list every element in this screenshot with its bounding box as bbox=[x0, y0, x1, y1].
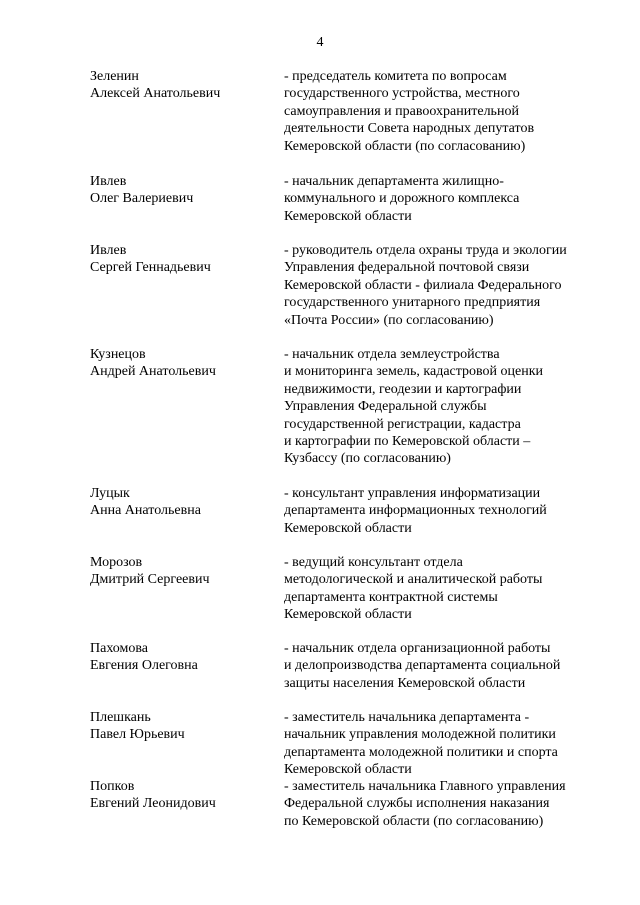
member-surname: Попков bbox=[90, 779, 135, 794]
member-surname: Морозов bbox=[90, 555, 143, 570]
member-position bbox=[284, 485, 614, 537]
member-name bbox=[90, 242, 280, 277]
position-line: Управления федеральной почтовой связи bbox=[284, 260, 530, 276]
member-given-name: Дмитрий Сергеевич bbox=[90, 572, 210, 588]
member-surname: Ивлев bbox=[90, 243, 127, 258]
position-line: - начальник отдела организационной работы bbox=[284, 641, 551, 656]
position-line: по Кемеровской области (по согласованию) bbox=[284, 813, 544, 829]
position-line: Управления Федеральной службы bbox=[284, 399, 487, 415]
member-surname: Ивлев bbox=[90, 174, 127, 189]
member-name bbox=[90, 554, 280, 589]
member-given-name: Евгения Олеговна bbox=[90, 658, 198, 674]
position-line: Кемеровской области - филиала Федерального bbox=[284, 277, 562, 293]
member-name bbox=[90, 640, 280, 675]
member-name bbox=[90, 346, 280, 381]
member-position bbox=[284, 346, 614, 468]
member-given-name: Павел Юрьевич bbox=[90, 727, 185, 743]
position-line: самоуправления и правоохранительной bbox=[284, 103, 519, 119]
position-line: Кемеровской области bbox=[284, 607, 412, 623]
position-line: - председатель комитета по вопросам bbox=[284, 69, 507, 84]
position-line: и делопроизводства департамента социальной bbox=[284, 658, 561, 674]
member-position bbox=[284, 173, 614, 225]
position-line: - начальник департамента жилищно- bbox=[284, 174, 504, 189]
position-line: Кузбассу (по согласованию) bbox=[284, 451, 451, 467]
position-line: Федеральной службы исполнения наказания bbox=[284, 796, 550, 812]
position-line: департамента молодежной политики и спорта bbox=[284, 744, 558, 760]
member-position bbox=[284, 68, 614, 155]
member-given-name: Олег Валериевич bbox=[90, 191, 194, 207]
position-line: - руководитель отдела охраны труда и экологии bbox=[284, 243, 567, 258]
member-name bbox=[90, 709, 280, 744]
position-line: недвижимости, геодезии и картографии bbox=[284, 381, 522, 397]
member-name bbox=[90, 485, 280, 520]
member-position bbox=[284, 640, 614, 692]
member-surname: Зеленин bbox=[90, 69, 139, 84]
member-given-name: Алексей Анатольевич bbox=[90, 86, 221, 102]
position-line: «Почта России» (по согласованию) bbox=[284, 312, 494, 328]
position-line: государственного устройства, местного bbox=[284, 86, 520, 102]
position-line: и картографии по Кемеровской области – bbox=[284, 434, 531, 450]
member-surname: Кузнецов bbox=[90, 347, 146, 362]
position-line: - ведущий консультант отдела bbox=[284, 555, 463, 570]
member-given-name: Евгений Леонидович bbox=[90, 796, 216, 812]
page-number: 4 bbox=[316, 35, 324, 50]
position-line: и мониторинга земель, кадастровой оценки bbox=[284, 364, 544, 380]
position-line: Кемеровской области (по согласованию) bbox=[284, 138, 526, 154]
position-line: государственной регистрации, кадастра bbox=[284, 416, 521, 432]
member-position bbox=[284, 709, 614, 779]
position-line: - консультант управления информатизации bbox=[284, 486, 541, 501]
member-name bbox=[90, 778, 280, 813]
position-line: - заместитель начальника Главного управления bbox=[284, 779, 566, 794]
position-line: Кемеровской области bbox=[284, 762, 412, 778]
position-line: государственного унитарного предприятия bbox=[284, 295, 541, 311]
position-line: деятельности Совета народных депутатов bbox=[284, 121, 535, 137]
member-given-name: Анна Анатольевна bbox=[90, 503, 201, 519]
member-surname: Пахомова bbox=[90, 641, 149, 656]
member-name bbox=[90, 68, 280, 103]
member-surname: Плешкань bbox=[90, 710, 151, 725]
position-line: защиты населения Кемеровской области bbox=[284, 675, 526, 691]
position-line: департамента информационных технологий bbox=[284, 503, 547, 519]
member-position bbox=[284, 554, 614, 624]
member-surname: Луцык bbox=[90, 486, 130, 501]
position-line: коммунального и дорожного комплекса bbox=[284, 191, 520, 207]
position-line: - заместитель начальника департамента - bbox=[284, 710, 530, 725]
position-line: Кемеровской области bbox=[284, 208, 412, 224]
member-position bbox=[284, 242, 614, 329]
position-line: Кемеровской области bbox=[284, 520, 412, 536]
position-line: методологической и аналитической работы bbox=[284, 572, 543, 588]
member-given-name: Сергей Геннадьевич bbox=[90, 260, 211, 276]
member-position bbox=[284, 778, 614, 830]
member-given-name: Андрей Анатольевич bbox=[90, 364, 216, 380]
position-line: департамента контрактной системы bbox=[284, 589, 498, 605]
member-name bbox=[90, 173, 280, 208]
position-line: - начальник отдела землеустройства bbox=[284, 347, 500, 362]
position-line: начальник управления молодежной политики bbox=[284, 727, 556, 743]
